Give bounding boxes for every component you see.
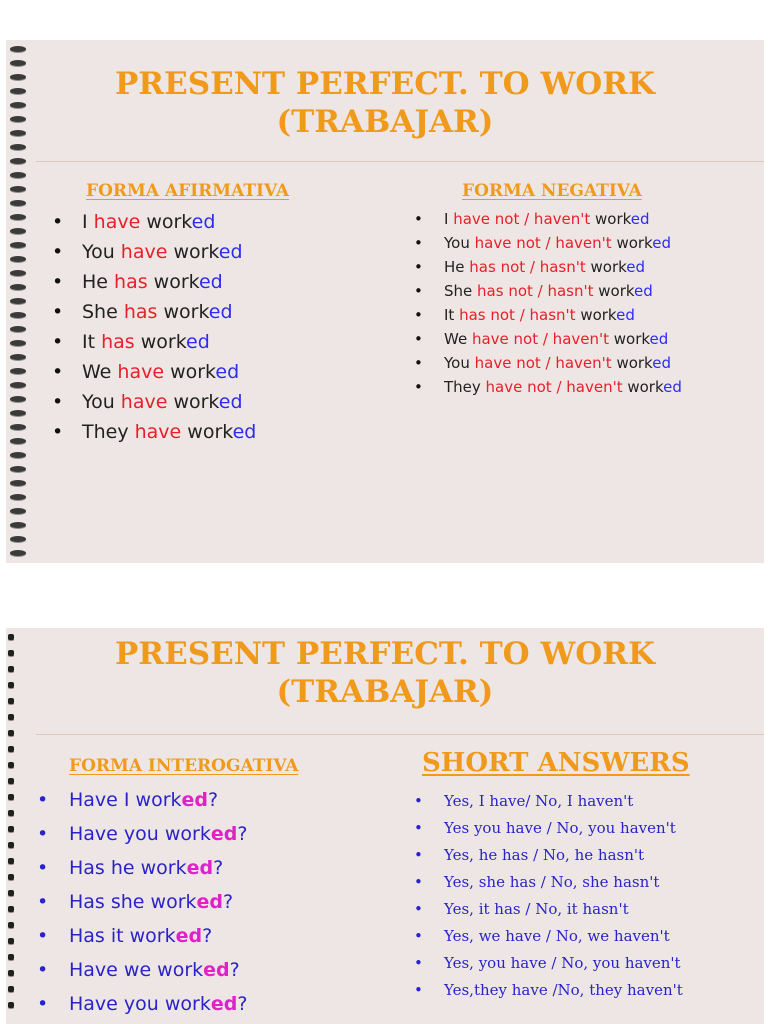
list-item: • It has not / hasn't worked xyxy=(444,303,682,327)
slide2-title xyxy=(6,636,764,712)
slide1-divider xyxy=(36,161,764,162)
affirmative-list xyxy=(82,207,256,447)
short-answers-list xyxy=(444,788,683,1004)
list-item: • You have worked xyxy=(82,237,256,267)
negative-heading: FORMA NEGATIVA xyxy=(462,181,642,201)
list-item: • They have worked xyxy=(82,417,256,447)
slide1-title-line2: (TRABAJAR) xyxy=(276,103,494,140)
list-item: • We have not / haven't worked xyxy=(444,327,682,351)
list-item: • She has worked xyxy=(82,297,256,327)
list-item: • Yes, we have / No, we haven't xyxy=(444,923,683,950)
interrogative-list xyxy=(69,783,247,1021)
list-item: • Has it worked? xyxy=(69,919,247,953)
list-item: • Yes you have / No, you haven't xyxy=(444,815,683,842)
list-item: • Have you worked? xyxy=(69,987,247,1021)
short-answers-heading: SHORT ANSWERS xyxy=(422,748,690,778)
list-item: • Have you worked? xyxy=(69,817,247,851)
slide-affirmative-negative xyxy=(6,40,764,563)
list-item: • She has not / hasn't worked xyxy=(444,279,682,303)
slide2-title-line2: (TRABAJAR) xyxy=(276,673,494,710)
list-item: • You have not / haven't worked xyxy=(444,231,682,255)
slide-interrogative-short-answers xyxy=(6,628,764,1024)
list-item: • You have worked xyxy=(82,387,256,417)
interrogative-heading: FORMA INTEROGATIVA xyxy=(69,756,299,776)
list-item: • Yes, she has / No, she hasn't xyxy=(444,869,683,896)
list-item: • I have not / haven't worked xyxy=(444,207,682,231)
list-item: • They have not / haven't worked xyxy=(444,375,682,399)
list-item: • We have worked xyxy=(82,357,256,387)
slide2-divider xyxy=(36,734,764,735)
list-item: • Have I worked? xyxy=(69,783,247,817)
list-item: • Yes, it has / No, it hasn't xyxy=(444,896,683,923)
list-item: • Has she worked? xyxy=(69,885,247,919)
list-item: • Yes, you have / No, you haven't xyxy=(444,950,683,977)
affirmative-heading: FORMA AFIRMATIVA xyxy=(86,181,290,201)
list-item: • Have we worked? xyxy=(69,953,247,987)
negative-list xyxy=(444,207,682,399)
slide2-title-line1: PRESENT PERFECT. TO WORK xyxy=(115,636,655,672)
list-item: • I have worked xyxy=(82,207,256,237)
list-item: • Has he worked? xyxy=(69,851,247,885)
list-item: • It has worked xyxy=(82,327,256,357)
list-item: • He has worked xyxy=(82,267,256,297)
slide1-title xyxy=(6,66,764,142)
list-item: • You have not / haven't worked xyxy=(444,351,682,375)
list-item: • Yes, I have/ No, I haven't xyxy=(444,788,683,815)
list-item: • Yes, he has / No, he hasn't xyxy=(444,842,683,869)
list-item: • He has not / hasn't worked xyxy=(444,255,682,279)
list-item: • Yes,they have /No, they haven't xyxy=(444,977,683,1004)
slide1-title-line1: PRESENT PERFECT. TO WORK xyxy=(115,66,655,102)
